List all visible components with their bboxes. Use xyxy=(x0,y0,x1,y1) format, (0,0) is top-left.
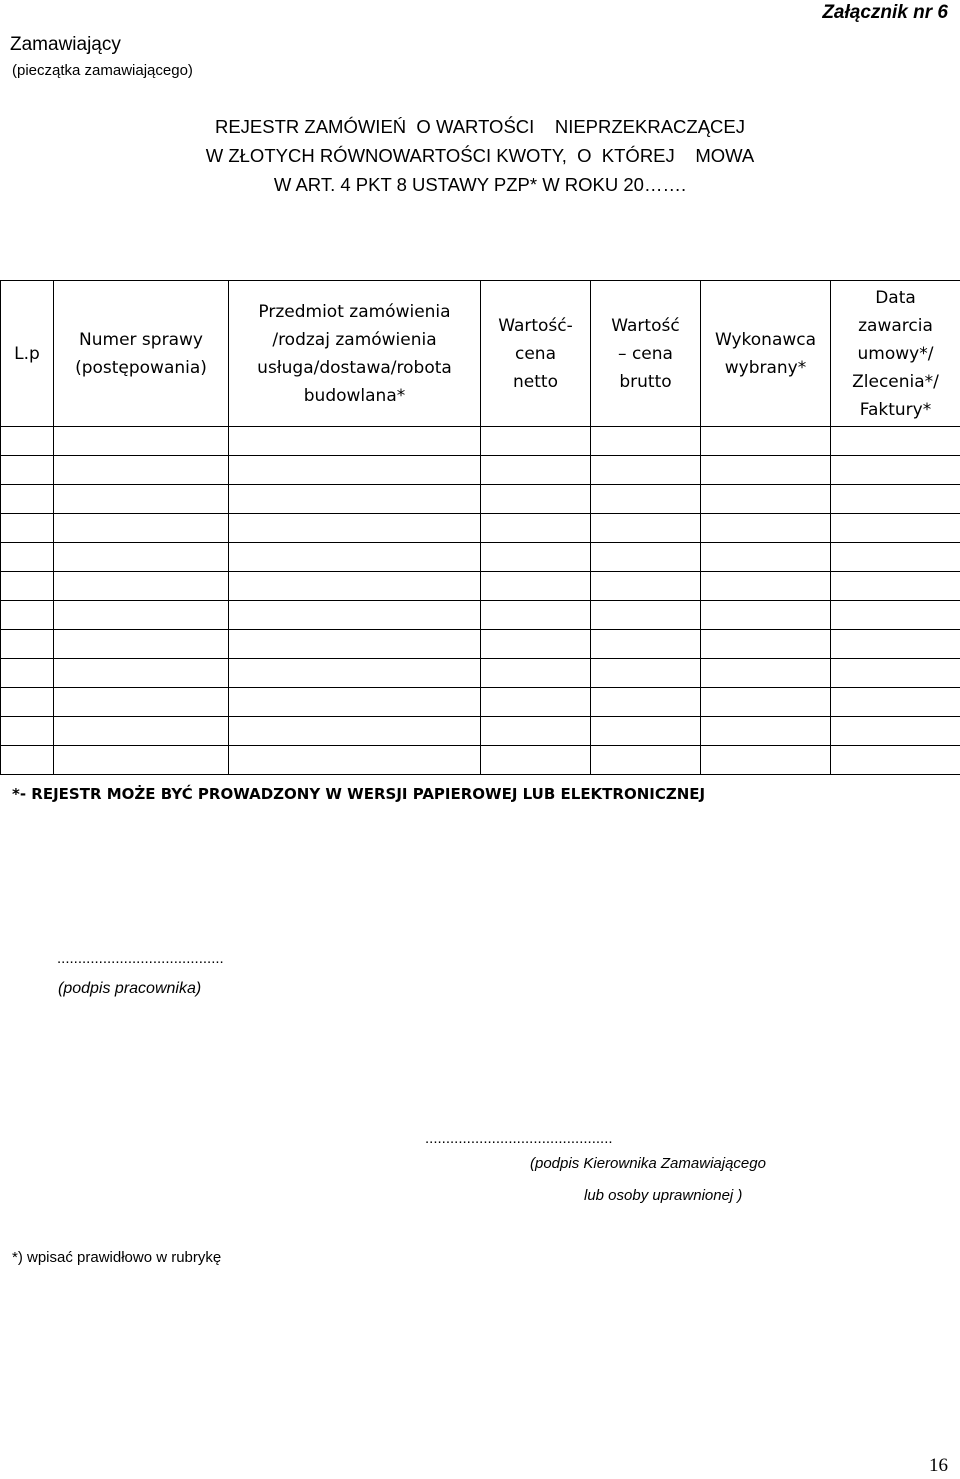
table-row xyxy=(1,746,960,775)
table-cell xyxy=(701,659,831,688)
table-cell xyxy=(591,485,701,514)
column-header-gross-value: Wartość – cena brutto xyxy=(591,281,701,427)
table-cell xyxy=(831,543,960,572)
table-cell xyxy=(701,601,831,630)
table-cell xyxy=(229,659,481,688)
table-cell xyxy=(229,630,481,659)
table-cell xyxy=(229,717,481,746)
table-cell xyxy=(831,514,960,543)
table-cell xyxy=(591,514,701,543)
table-cell xyxy=(701,717,831,746)
table-cell xyxy=(591,659,701,688)
table-cell xyxy=(54,601,229,630)
table-cell xyxy=(701,427,831,456)
table-cell xyxy=(1,456,54,485)
table-cell xyxy=(701,746,831,775)
client-stamp-label: (pieczątka zamawiającego) xyxy=(12,62,193,79)
table-cell xyxy=(229,456,481,485)
table-cell xyxy=(831,572,960,601)
register-note: *- REJESTR MOŻE BYĆ PROWADZONY W WERSJI PAPIEROWEJ LUB ELEKTRONICZNEJ xyxy=(12,785,706,803)
table-row xyxy=(1,601,960,630)
table-row xyxy=(1,659,960,688)
table-cell xyxy=(1,601,54,630)
table-cell xyxy=(831,659,960,688)
page-number: 16 xyxy=(929,1455,948,1476)
table-cell xyxy=(591,543,701,572)
client-name: Zamawiający xyxy=(10,34,121,55)
table-cell xyxy=(831,456,960,485)
table-cell xyxy=(701,485,831,514)
table-row xyxy=(1,456,960,485)
table-cell xyxy=(481,427,591,456)
table-cell xyxy=(229,688,481,717)
table-cell xyxy=(229,485,481,514)
table-cell xyxy=(701,543,831,572)
table-cell xyxy=(481,746,591,775)
table-cell xyxy=(54,688,229,717)
table-cell xyxy=(54,659,229,688)
title-line-2: W ZŁOTYCH RÓWNOWARTOŚCI KWOTY, O KTÓREJ MOWA xyxy=(205,145,755,166)
table-cell xyxy=(54,485,229,514)
table-cell xyxy=(1,485,54,514)
title-line-3: W ART. 4 PKT 8 USTAWY PZP* W ROKU 20……. xyxy=(273,174,687,195)
table-header-row xyxy=(1,281,960,427)
column-header-subject: Przedmiot zamówienia /rodzaj zamówienia usługa/dostawa/robota budowlana* xyxy=(229,281,481,427)
table-cell xyxy=(54,514,229,543)
table-row xyxy=(1,630,960,659)
table-cell xyxy=(831,630,960,659)
column-header-contractor: Wykonawca wybrany* xyxy=(701,281,831,427)
table-row xyxy=(1,688,960,717)
table-cell xyxy=(1,688,54,717)
table-cell xyxy=(831,485,960,514)
table-cell xyxy=(481,456,591,485)
table-cell xyxy=(831,717,960,746)
table-cell xyxy=(481,659,591,688)
annex-label: Załącznik nr 6 xyxy=(822,2,948,23)
table-cell xyxy=(481,543,591,572)
table-row xyxy=(1,514,960,543)
table-cell xyxy=(701,572,831,601)
table-row xyxy=(1,543,960,572)
table-cell xyxy=(481,572,591,601)
table-cell xyxy=(701,456,831,485)
table-cell xyxy=(54,717,229,746)
table-cell xyxy=(1,717,54,746)
table-cell xyxy=(831,601,960,630)
table-cell xyxy=(54,427,229,456)
table-cell xyxy=(54,572,229,601)
table-cell xyxy=(481,630,591,659)
manager-signature-label: (podpis Kierownika Zamawiającego xyxy=(530,1155,766,1172)
table-cell xyxy=(481,601,591,630)
table-row xyxy=(1,717,960,746)
table-cell xyxy=(831,688,960,717)
column-header-net-value: Wartość- cena netto xyxy=(481,281,591,427)
employee-signature-line: ........................................ xyxy=(57,950,224,967)
document-title xyxy=(0,112,960,199)
table-cell xyxy=(591,746,701,775)
table-cell xyxy=(831,746,960,775)
table-row xyxy=(1,427,960,456)
table-cell xyxy=(1,427,54,456)
table-cell xyxy=(701,514,831,543)
table-cell xyxy=(54,630,229,659)
manager-signature-line: ............................................. xyxy=(425,1130,613,1147)
table-cell xyxy=(591,717,701,746)
table-cell xyxy=(1,572,54,601)
table-cell xyxy=(591,601,701,630)
table-cell xyxy=(481,485,591,514)
table-cell xyxy=(701,630,831,659)
table-cell xyxy=(229,601,481,630)
manager-signature-label-2: lub osoby uprawnionej ) xyxy=(584,1187,743,1204)
table-cell xyxy=(701,688,831,717)
footnote: *) wpisać prawidłowo w rubrykę xyxy=(12,1249,222,1266)
table-cell xyxy=(1,630,54,659)
title-line-1: REJESTR ZAMÓWIEŃ O WARTOŚCI NIEPRZEKRACZĄCEJ xyxy=(214,116,746,137)
table-cell xyxy=(1,659,54,688)
table-cell xyxy=(54,746,229,775)
table-cell xyxy=(831,427,960,456)
column-header-date: Data zawarcia umowy*/ Zlecenia*/ Faktury* xyxy=(831,281,960,427)
register-table xyxy=(0,280,960,775)
table-cell xyxy=(481,514,591,543)
table-cell xyxy=(54,456,229,485)
table-cell xyxy=(229,514,481,543)
table-cell xyxy=(229,427,481,456)
table-cell xyxy=(229,572,481,601)
column-header-case-number: Numer sprawy (postępowania) xyxy=(54,281,229,427)
table-row xyxy=(1,485,960,514)
table-cell xyxy=(591,456,701,485)
employee-signature-label: (podpis pracownika) xyxy=(58,980,202,997)
table-cell xyxy=(229,746,481,775)
table-cell xyxy=(1,746,54,775)
table-cell xyxy=(1,543,54,572)
table-row xyxy=(1,572,960,601)
table-cell xyxy=(591,427,701,456)
table-cell xyxy=(481,717,591,746)
table-cell xyxy=(591,630,701,659)
table-cell xyxy=(229,543,481,572)
table-cell xyxy=(481,688,591,717)
table-cell xyxy=(591,572,701,601)
table-cell xyxy=(1,514,54,543)
table-cell xyxy=(591,688,701,717)
column-header-lp: L.p xyxy=(1,281,54,427)
table-cell xyxy=(54,543,229,572)
